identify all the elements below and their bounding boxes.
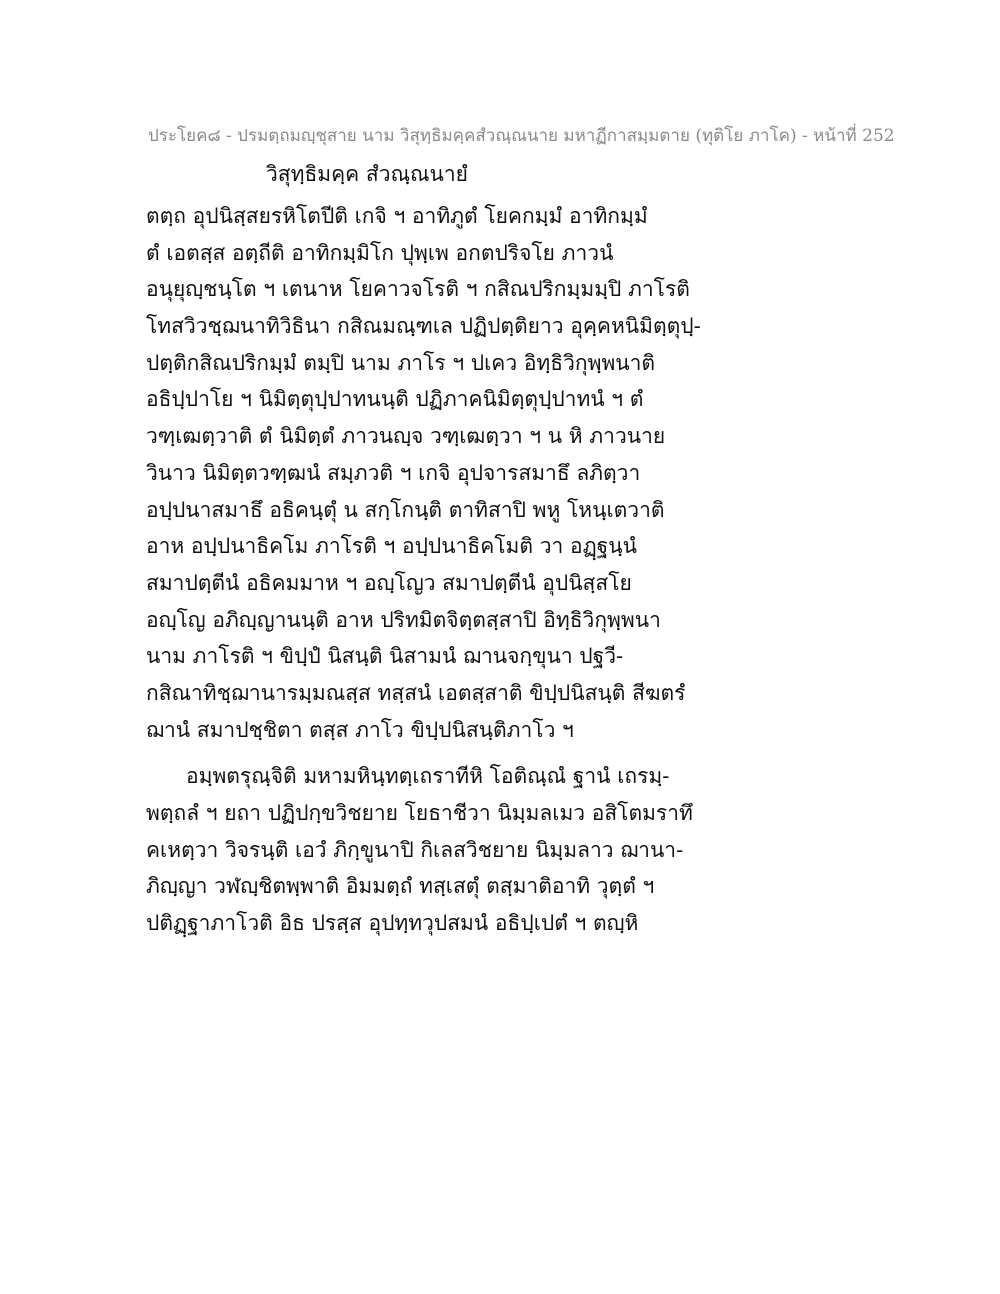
text-line: อญฺโญ อภิญฺญานนฺติ อาห ปริทมิตจิตฺตสฺสาปิ อิทฺธิวิกุพฺพนา <box>146 607 661 632</box>
paragraph-1 <box>146 198 866 748</box>
text-line: ตตฺถ อุปนิสฺสยรหิโตปีติ เกจิ ฯ อาทิภูตํ โยคกมฺมํ อาทิกมฺมํ <box>146 204 648 228</box>
body-text <box>146 198 866 942</box>
text-line: ฌานํ สมาปชฺชิตา ตสฺส ภาโว ขิปฺปนิสนฺติภาโว ฯ <box>146 717 574 742</box>
text-line: พตฺถลํ ฯ ยถา ปฏิปกฺขวิชยาย โยธาชีวา นิมฺมลเมว อสิโตมราทึ <box>146 801 693 825</box>
text-line: คเหตฺวา วิจรนฺติ เอวํ ภิกฺขูนาปิ กิเลสวิชยาย นิมฺมลาว ฌานา- <box>146 837 684 862</box>
text-line: อปฺปนาสมาธึ อธิคนฺตุํ น สกฺโกนฺติ ตาทิสาปิ พหู โหนฺเตวาติ <box>146 497 665 522</box>
section-title: วิสุทฺธิมคฺค สํวณฺณนายํ <box>266 162 468 186</box>
page-header: ประโยค๘ - ปรมตฺถมญฺชุสาย นาม วิสุทฺธิมคฺคสํวณฺณนาย มหาฏีกาสมฺมตาย (ทุติโย ภาโค) - หน้าที่ 252 <box>148 126 895 146</box>
text-line: นาม ภาโรติ ฯ ขิปฺปํ นิสนฺติ นิสามนํ ฌานจกฺขุนา ปฐวี- <box>146 644 624 669</box>
text-line: อาห อปฺปนาธิคโม ภาโรติ ฯ อปฺปนาธิคโมติ วา อฏฺฐนฺนํ <box>146 534 637 559</box>
text-line: ตํ เอตสฺส อตฺถีติ อาทิกมฺมิโก ปุพฺเพ อกตปริจโย ภาวนํ <box>146 240 614 265</box>
text-line: โทสวิวชฺฌนาทิวิธินา กสิณมณฺฑเล ปฏิปตฺติยาว อุคฺคหนิมิตฺตุปฺ- <box>146 314 701 339</box>
text-line: อนุยุญฺชนฺโต ฯ เตนาห โยคาวจโรติ ฯ กสิณปริกมฺมมฺปิ ภาโรติ <box>146 277 690 302</box>
paragraph-gap <box>146 748 866 758</box>
text-line: อธิปฺปาโย ฯ นิมิตฺตุปฺปาทนนฺติ ปฏิภาคนิมิตฺตุปฺปาทนํ ฯ ตํ <box>146 387 644 412</box>
text-line: อมฺพตรุณฺจิติ มหามหินฺทตฺเถราทีหิ โอติณฺณํ ฐานํ เถรมฺ- <box>186 764 670 789</box>
text-line: วินาว นิมิตฺตวฑฺฒนํ สมฺภวติ ฯ เกจิ อุปจารสมาธึ ลภิตฺวา <box>146 460 641 485</box>
text-line: กสิณาทิชฺฌานารมฺมณสฺส ทสฺสนํ เอตสฺสาติ ขิปฺปนิสนฺติ สีฆตรํ <box>146 680 686 705</box>
paragraph-2 <box>146 758 866 941</box>
text-line: ภิญฺญา วฬญฺชิตพฺพาติ อิมมตฺถํ ทสฺเสตุํ ตสฺมาติอาทิ วุตฺตํ ฯ <box>146 874 655 899</box>
text-line: สมาปตฺตีนํ อธิคมมาห ฯ อญฺโญว สมาปตฺตีนํ อุปนิสฺสโย <box>146 570 632 595</box>
text-line: ปติฏฺฐาภาโวติ อิธ ปรสฺส อุปทฺทวุปสมนํ อธิปฺเปตํ ฯ ตญฺหิ <box>146 911 639 936</box>
text-line: ปตฺติกสิณปริกมฺมํ ตมฺปิ นาม ภาโร ฯ ปเคว อิทฺธิวิกุพฺพนาติ <box>146 350 656 375</box>
text-line: วฑฺเฒตฺวาติ ตํ นิมิตฺตํ ภาวนญฺจ วฑฺเฒตฺวา ฯ น หิ ภาวนาย <box>146 424 666 449</box>
